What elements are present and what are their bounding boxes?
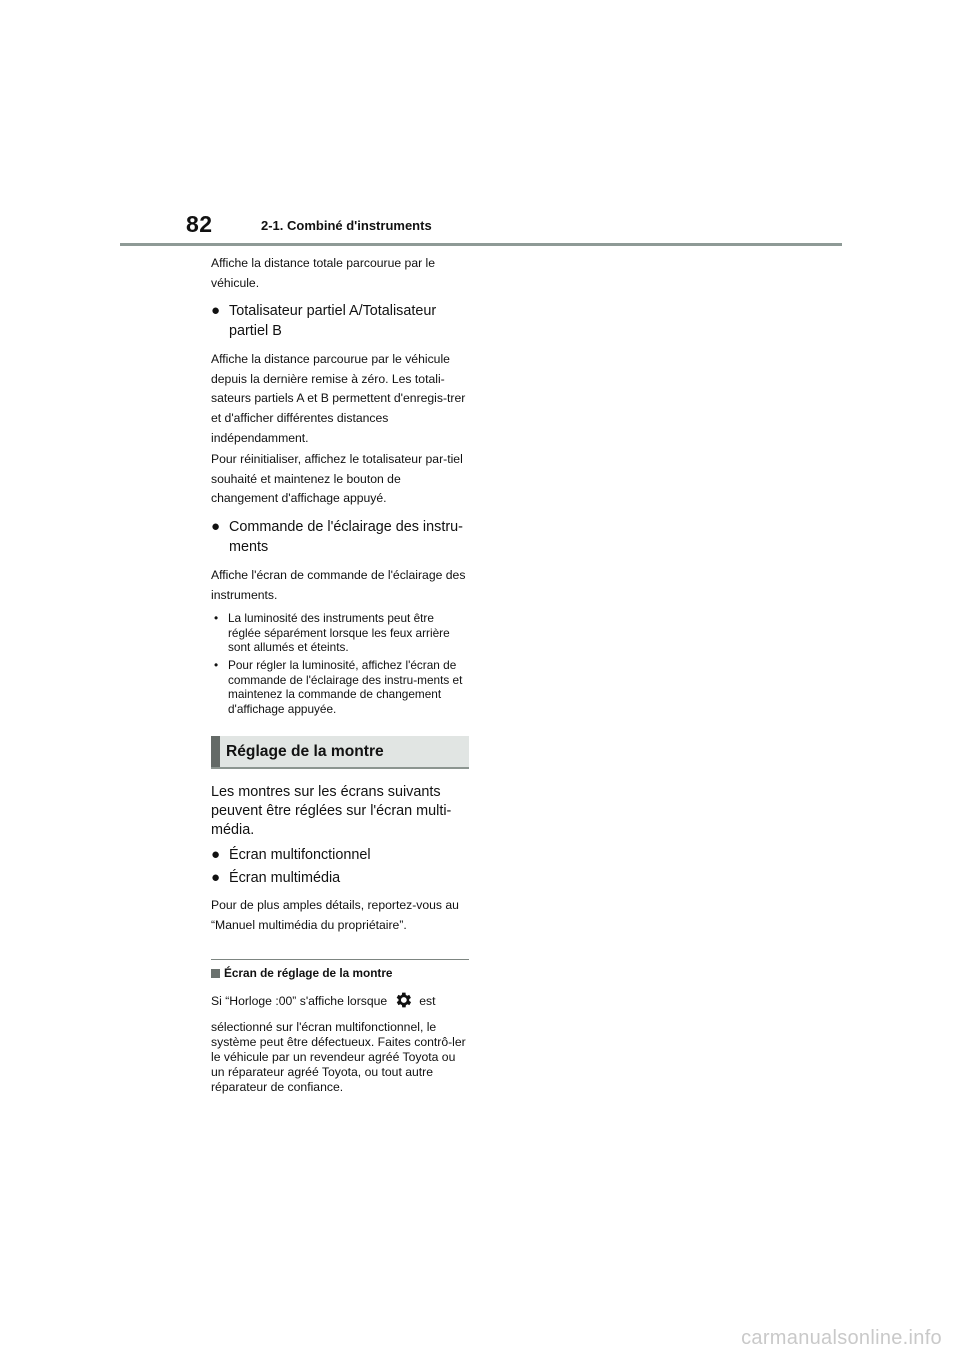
subsection-title: Écran de réglage de la montre	[224, 966, 393, 981]
screen-item	[211, 868, 469, 888]
bullet-icon: ●	[211, 517, 221, 535]
intro-paragraph: Affiche la distance totale parcourue par le véhicule.	[211, 256, 436, 290]
clock-error-text-after: est	[419, 994, 436, 1009]
page-number: 82	[186, 211, 213, 237]
bullet-icon: ●	[211, 869, 221, 887]
subsection-heading	[211, 964, 469, 982]
section-heading	[211, 736, 469, 769]
illumination-item	[211, 517, 469, 557]
trip-meter-item	[211, 301, 469, 341]
heading-bar	[211, 736, 220, 767]
clock-error-paragraph: sélectionné sur l'écran multifonctionnel, le système peut être défectueux. Faites contrô-ler le véhicule par un revendeur agréé Toyota ou un réparateur agréé Toyota, ou tout autre réparateur de confiance.	[211, 1020, 466, 1095]
bullet-icon: ●	[211, 302, 221, 320]
section-title: Réglage de la montre	[226, 742, 384, 760]
screen-item	[211, 845, 469, 865]
trip-reset-paragraph: Pour réinitialiser, affichez le totalisateur par-tiel souhaité et maintenez le bouton de changement d'affichage appuyé.	[211, 452, 463, 506]
content-column	[211, 254, 469, 1095]
note-text: La luminosité des instruments peut être réglée séparément lorsque les feux arrière sont allumés et éteints.	[228, 611, 450, 655]
chapter-title: 2-1. Combiné d'instruments	[261, 218, 432, 233]
screen-item-label: Écran multimédia	[229, 870, 341, 887]
note-text: Pour régler la luminosité, affichez l'écran de commande de l'éclairage des instru-ments et maintenez la commande de changement d'affichage appuyée.	[228, 657, 463, 716]
clock-intro: Les montres sur les écrans suivants peuvent être réglées sur l'écran multi-média.	[211, 784, 452, 839]
clock-error-text-before: Si “Horloge :00” s'affiche lorsque	[211, 994, 388, 1009]
gear-icon	[393, 990, 413, 1017]
watermark: carmanualsonline.info	[741, 1327, 942, 1349]
trip-meter-paragraph: Affiche la distance parcourue par le véhicule depuis la dernière remise à zéro. Les totali-sateurs partiels A et B permettent d'enregis-trer et d'afficher différentes distances indépendamment.	[211, 352, 466, 445]
bullet-icon: ●	[211, 846, 221, 864]
header-divider	[120, 243, 842, 246]
screen-item-label: Écran multifonctionnel	[229, 847, 371, 864]
illumination-title: Commande de l'éclairage des instru-ments	[229, 518, 463, 555]
note-item	[211, 658, 469, 716]
dot-icon: •	[214, 657, 219, 672]
dot-icon: •	[214, 611, 219, 626]
clock-error-line	[211, 990, 469, 1017]
subsection-divider	[211, 959, 469, 960]
square-icon	[211, 969, 220, 978]
reference-paragraph: Pour de plus amples détails, reportez-vous au “Manuel multimédia du propriétaire”.	[211, 898, 459, 932]
illumination-paragraph: Affiche l'écran de commande de l'éclairage des instruments.	[211, 567, 466, 602]
note-item	[211, 611, 469, 655]
trip-meter-title: Totalisateur partiel A/Totalisateur partiel B	[229, 303, 437, 340]
